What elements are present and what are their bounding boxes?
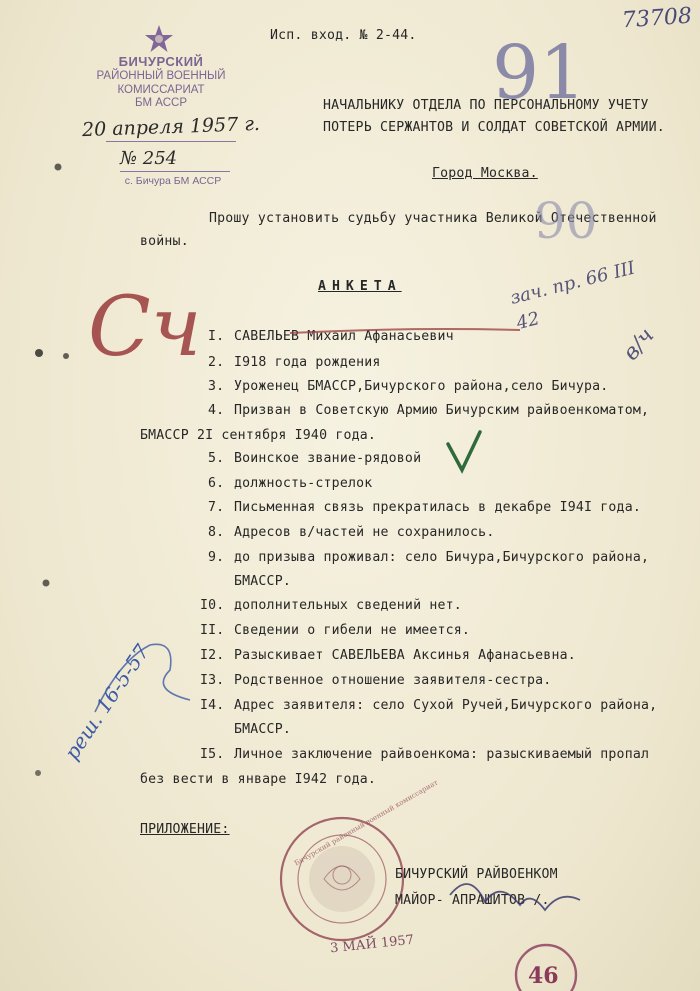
item-13-number: I3. (200, 673, 225, 688)
item-4-text: Призван в Советскую Армию Бичурским райвоенкоматом, (234, 403, 650, 418)
item-14-number: I4. (200, 698, 225, 713)
handwritten-number-mid: 90 (534, 192, 598, 250)
item-12-number: I2. (200, 648, 225, 663)
item-4-number: 4. (208, 403, 225, 418)
item-3-text: Уроженец БМАССР,Бичурского района,село Бичура. (234, 379, 609, 394)
item-15-continuation: без вести в январе I942 года. (140, 772, 377, 787)
item-11-number: II. (200, 623, 225, 638)
addressee-city: Город Москва. (432, 166, 538, 181)
item-14-continuation: БМАССР. (234, 722, 291, 737)
item-5-text: Воинское звание-рядовой (234, 451, 422, 466)
item-5-number: 5. (208, 451, 225, 466)
request-line-2: войны. (140, 234, 189, 249)
item-11-text: Сведении о гибели не имеется. (234, 623, 471, 638)
item-1-text: САВЕЛЬЕВ Михаил Афанасьевич (234, 329, 454, 344)
signature-rank-name: МАЙОР- АПРАШИТОВ /. (395, 893, 550, 908)
item-14-text: Адрес заявителя: село Сухой Ручей,Бичурского района, (234, 698, 658, 713)
item-4-continuation: БМАССР 2I сентября I940 года. (140, 428, 377, 443)
item-13-text: Родственное отношение заявителя-сестра. (234, 673, 552, 688)
item-10-text: дополнительных сведений нет. (234, 598, 462, 613)
item-6-text: должность-стрелок (234, 476, 373, 491)
stamp-line-2: РАЙОННЫЙ ВОЕННЫЙ (96, 70, 226, 82)
seal-date: 3 МАЙ 1957 (329, 932, 415, 957)
item-8-text: Адресов в/частей не сохранилось. (234, 525, 495, 540)
stamp-line-4: БМ АССР (134, 97, 188, 109)
item-8-number: 8. (208, 525, 225, 540)
signature-title: БИЧУРСКИЙ РАЙВОЕНКОМ (395, 867, 558, 882)
check-mark-icon (448, 432, 480, 470)
item-2-text: I918 года рождения (234, 355, 381, 370)
item-15-number: I5. (200, 747, 225, 762)
item-3-number: 3. (208, 379, 225, 394)
stamp-place: с. Бичура БМ АССР (124, 175, 222, 187)
item-9-number: 9. (208, 550, 225, 565)
handwritten-initial-red: Сч (88, 280, 202, 375)
item-7-text: Письменная связь прекратилась в декабре I94I года. (234, 500, 641, 515)
item-2-number: 2. (208, 355, 225, 370)
request-line-1: Прошу установить судьбу участника Великой Отечественной (209, 211, 657, 226)
item-10-number: I0. (200, 598, 225, 613)
addressee-line-1: НАЧАЛЬНИКУ ОТДЕЛА ПО ПЕРСОНАЛЬНОМУ УЧЕТУ (323, 98, 649, 113)
stamp-line-3: КОМИССАРИАТ (117, 84, 205, 96)
item-9-continuation: БМАССР. (234, 574, 291, 589)
form-title: АНКЕТА (318, 279, 402, 294)
item-6-number: 6. (208, 476, 225, 491)
handwritten-note-right: зач. пр. 66 III 42 (508, 257, 638, 335)
seal-ring-text: Бичурский районный военный комиссариат (293, 778, 440, 868)
item-15-text: Личное заключение райвоенкома: разыскиваемый пропал (234, 747, 650, 762)
item-7-number: 7. (208, 500, 225, 515)
item-1-number: I. (208, 329, 225, 344)
stamp-number: № 254 (120, 148, 178, 169)
handwritten-note-left: реш. 16-5-57 (59, 639, 154, 765)
stamp-date: 20 апреля 1957 г. (81, 112, 261, 142)
stamp-line-1: БИЧУРСКИЙ (118, 54, 204, 69)
handwritten-note-right-2: в/ч (618, 323, 660, 366)
outgoing-number: Исп. вход. № 2-44. (270, 28, 417, 43)
addressee-line-2: ПОТЕРЬ СЕРЖАНТОВ И СОЛДАТ СОВЕТСКОЙ АРМИИ. (323, 120, 665, 135)
handwritten-circle-number: 46 (528, 963, 559, 989)
handwritten-big-number: 91 (492, 30, 587, 116)
item-12-text: Разыскивает САВЕЛЬЕВА Аксинья Афанасьевна. (234, 648, 576, 663)
attachment-label: ПРИЛОЖЕНИЕ: (140, 822, 230, 837)
archive-number: 73708 (621, 3, 693, 34)
item-9-text: до призыва проживал: село Бичура,Бичурского района, (234, 550, 650, 565)
